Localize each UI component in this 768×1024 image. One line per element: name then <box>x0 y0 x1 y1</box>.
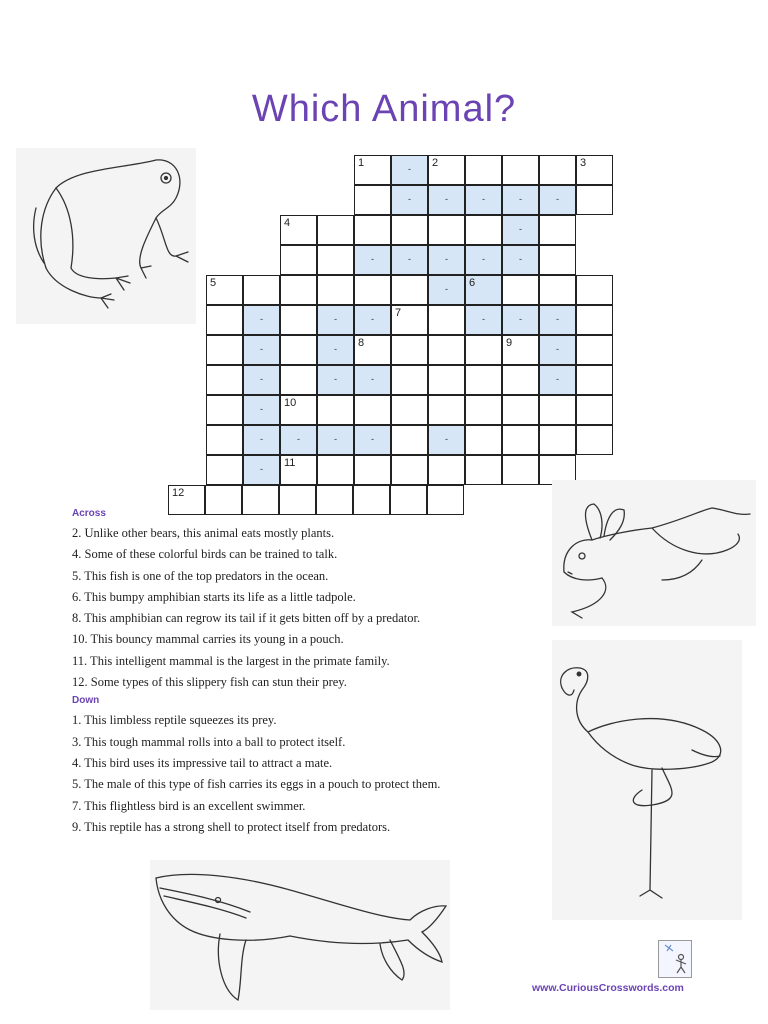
cell-mark: - <box>333 345 338 355</box>
grid-cell[interactable] <box>280 395 317 425</box>
grid-cell[interactable] <box>280 425 317 455</box>
cell-mark: - <box>518 195 523 205</box>
down-clue: 9. This reptile has a strong shell to protect itself from predators. <box>72 819 391 834</box>
grid-cell[interactable] <box>317 305 354 335</box>
grid-cell[interactable] <box>428 395 465 425</box>
grid-cell[interactable] <box>576 335 613 365</box>
grid-cell[interactable] <box>391 245 428 275</box>
clue-number: 5 <box>210 277 217 289</box>
cell-mark: - <box>370 435 375 445</box>
grid-cell[interactable] <box>428 365 465 395</box>
grid-cell[interactable] <box>280 455 317 485</box>
grid-cell[interactable] <box>280 335 317 365</box>
grid-cell[interactable] <box>502 365 539 395</box>
grid-cell[interactable] <box>502 245 539 275</box>
grid-cell[interactable] <box>539 425 576 455</box>
cell-mark: - <box>259 465 264 475</box>
grid-cell[interactable] <box>391 365 428 395</box>
grid-cell[interactable] <box>317 215 354 245</box>
frog-illustration <box>16 148 196 324</box>
grid-cell[interactable] <box>206 335 243 365</box>
grid-cell[interactable] <box>317 365 354 395</box>
clue-number: 8 <box>358 337 365 349</box>
cell-mark: - <box>333 435 338 445</box>
grid-cell[interactable] <box>391 275 428 305</box>
grid-cell[interactable] <box>280 305 317 335</box>
grid-cell[interactable] <box>428 335 465 365</box>
down-clue: 5. The male of this type of fish carries its eggs in a pouch to protect them. <box>72 777 441 792</box>
grid-cell[interactable] <box>280 215 317 245</box>
grid-cell[interactable] <box>502 455 539 485</box>
grid-cell[interactable] <box>539 305 576 335</box>
grid-cell[interactable] <box>391 185 428 215</box>
across-clue-list <box>72 523 552 693</box>
grid-cell[interactable] <box>576 365 613 395</box>
grid-cell[interactable] <box>539 335 576 365</box>
grid-cell[interactable] <box>243 305 280 335</box>
grid-cell[interactable] <box>465 185 502 215</box>
grid-cell[interactable] <box>243 275 280 305</box>
clue-number: 1 <box>358 157 365 169</box>
grid-cell[interactable] <box>354 275 391 305</box>
clue-number: 7 <box>395 307 402 319</box>
clue-number: 3 <box>580 157 587 169</box>
cell-mark: - <box>444 285 449 295</box>
grid-cell[interactable] <box>465 425 502 455</box>
grid-cell[interactable] <box>576 275 613 305</box>
grid-cell[interactable] <box>502 215 539 245</box>
cell-mark: - <box>259 435 264 445</box>
grid-cell[interactable] <box>502 185 539 215</box>
grid-cell[interactable] <box>428 155 465 185</box>
clue-number: 12 <box>172 487 185 499</box>
cell-mark: - <box>333 375 338 385</box>
cell-mark: - <box>407 165 412 175</box>
cell-mark: - <box>555 345 560 355</box>
cell-mark: - <box>370 255 375 265</box>
clue-number: 6 <box>469 277 476 289</box>
grid-cell[interactable] <box>391 215 428 245</box>
down-clue: 7. This flightless bird is an excellent swimmer. <box>72 798 306 813</box>
cell-mark: - <box>259 345 264 355</box>
grid-cell[interactable] <box>539 185 576 215</box>
grid-cell[interactable] <box>354 365 391 395</box>
cell-mark: - <box>444 255 449 265</box>
clue-number: 9 <box>506 337 513 349</box>
across-clue: 10. This bouncy mammal carries its young in a pouch. <box>72 632 344 647</box>
grid-cell[interactable] <box>539 395 576 425</box>
grid-cell[interactable] <box>206 395 243 425</box>
grid-cell[interactable] <box>354 155 391 185</box>
grid-cell[interactable] <box>502 305 539 335</box>
grid-cell[interactable] <box>206 275 243 305</box>
cell-mark: - <box>555 315 560 325</box>
cell-mark: - <box>444 435 449 445</box>
across-clue: 12. Some types of this slippery fish can stun their prey. <box>72 675 347 690</box>
grid-cell[interactable] <box>243 395 280 425</box>
down-clue: 1. This limbless reptile squeezes its prey. <box>72 713 277 728</box>
grid-cell[interactable] <box>502 425 539 455</box>
grid-cell[interactable] <box>280 245 317 275</box>
cell-mark: - <box>259 375 264 385</box>
grid-cell[interactable] <box>465 395 502 425</box>
grid-cell[interactable] <box>354 455 391 485</box>
grid-cell[interactable] <box>280 365 317 395</box>
grid-cell[interactable] <box>428 305 465 335</box>
footer-url[interactable]: www.CuriousCrosswords.com <box>532 982 684 994</box>
grid-cell[interactable] <box>391 335 428 365</box>
cell-mark: - <box>518 255 523 265</box>
grid-cell[interactable] <box>428 215 465 245</box>
grid-cell[interactable] <box>539 245 576 275</box>
grid-cell[interactable] <box>576 155 613 185</box>
across-clue: 2. Unlike other bears, this animal eats mostly plants. <box>72 526 335 540</box>
cell-mark: - <box>370 375 375 385</box>
grid-cell[interactable] <box>465 335 502 365</box>
grid-cell[interactable] <box>465 365 502 395</box>
cell-mark: - <box>555 195 560 205</box>
grid-cell[interactable] <box>428 455 465 485</box>
down-heading: Down <box>72 695 100 707</box>
grid-cell[interactable] <box>391 305 428 335</box>
grid-cell[interactable] <box>280 275 317 305</box>
cell-mark: - <box>259 315 264 325</box>
grid-cell[interactable] <box>206 365 243 395</box>
down-clue: 3. This tough mammal rolls into a ball to protect itself. <box>72 734 346 749</box>
grid-cell[interactable] <box>317 395 354 425</box>
grid-cell[interactable] <box>243 455 280 485</box>
clue-number: 11 <box>284 457 296 469</box>
grid-cell[interactable] <box>539 365 576 395</box>
cell-mark: - <box>481 255 486 265</box>
grid-cell[interactable] <box>465 455 502 485</box>
grid-cell[interactable] <box>428 245 465 275</box>
grid-cell[interactable] <box>354 425 391 455</box>
across-clue: 8. This amphibian can regrow its tail if it gets bitten off by a predator. <box>72 611 421 626</box>
clue-number: 10 <box>284 397 297 409</box>
grid-cell[interactable] <box>243 425 280 455</box>
grid-cell[interactable] <box>317 335 354 365</box>
grid-cell[interactable] <box>354 185 391 215</box>
cell-mark: - <box>259 405 264 415</box>
grid-cell[interactable] <box>539 155 576 185</box>
grid-cell[interactable] <box>465 155 502 185</box>
grid-cell[interactable] <box>502 155 539 185</box>
grid-cell[interactable] <box>206 425 243 455</box>
grid-cell[interactable] <box>465 245 502 275</box>
grid-cell[interactable] <box>391 425 428 455</box>
grid-cell[interactable] <box>243 365 280 395</box>
grid-cell[interactable] <box>428 425 465 455</box>
cell-mark: - <box>444 195 449 205</box>
grid-cell[interactable] <box>243 335 280 365</box>
cell-mark: - <box>518 225 523 235</box>
clue-number: 4 <box>284 217 291 229</box>
grid-cell[interactable] <box>391 155 428 185</box>
grid-cell[interactable] <box>502 335 539 365</box>
grid-cell[interactable] <box>391 455 428 485</box>
across-clue: 11. This intelligent mammal is the largest in the primate family. <box>72 653 390 668</box>
grid-cell[interactable] <box>354 245 391 275</box>
logo-icon <box>658 940 692 978</box>
across-heading: Across <box>72 508 106 519</box>
cell-mark: - <box>407 255 412 265</box>
cell-mark: - <box>407 195 412 205</box>
grid-cell[interactable] <box>354 395 391 425</box>
grid-cell[interactable] <box>502 395 539 425</box>
clue-number: 2 <box>432 157 439 169</box>
page-title: Which Animal? <box>251 88 517 130</box>
cell-mark: - <box>481 195 486 205</box>
cell-mark: - <box>296 435 301 445</box>
grid-cell[interactable] <box>576 425 613 455</box>
down-clue-list <box>72 710 552 838</box>
across-clue: 4. Some of these colorful birds can be trained to talk. <box>72 547 338 562</box>
cell-mark: - <box>370 315 375 325</box>
grid-cell[interactable] <box>465 215 502 245</box>
whale-illustration <box>150 860 450 1010</box>
grid-cell[interactable] <box>539 275 576 305</box>
grid-cell[interactable] <box>465 275 502 305</box>
across-clue: 6. This bumpy amphibian starts its life as a little tadpole. <box>72 589 356 604</box>
cell-mark: - <box>555 375 560 385</box>
grid-cell[interactable] <box>428 275 465 305</box>
grid-cell[interactable] <box>354 215 391 245</box>
down-clue: 4. This bird uses its impressive tail to attract a mate. <box>72 755 333 770</box>
grid-cell[interactable] <box>317 275 354 305</box>
across-clue: 5. This fish is one of the top predators in the ocean. <box>72 568 329 583</box>
flamingo-illustration <box>552 640 742 920</box>
grid-cell[interactable] <box>428 185 465 215</box>
grid-cell[interactable] <box>317 425 354 455</box>
grid-cell[interactable] <box>576 305 613 335</box>
grid-cell[interactable] <box>576 395 613 425</box>
grid-cell[interactable] <box>465 305 502 335</box>
grid-cell[interactable] <box>502 275 539 305</box>
rabbit-illustration <box>552 480 756 626</box>
cell-mark: - <box>333 315 338 325</box>
grid-cell[interactable] <box>206 305 243 335</box>
grid-cell[interactable] <box>317 245 354 275</box>
cell-mark: - <box>518 315 523 325</box>
clues-section <box>72 506 552 838</box>
grid-cell[interactable] <box>539 215 576 245</box>
grid-cell[interactable] <box>354 305 391 335</box>
grid-cell[interactable] <box>354 335 391 365</box>
grid-cell[interactable] <box>391 395 428 425</box>
grid-cell[interactable] <box>317 455 354 485</box>
grid-cell[interactable] <box>576 185 613 215</box>
cell-mark: - <box>481 315 486 325</box>
grid-cell[interactable] <box>206 455 243 485</box>
